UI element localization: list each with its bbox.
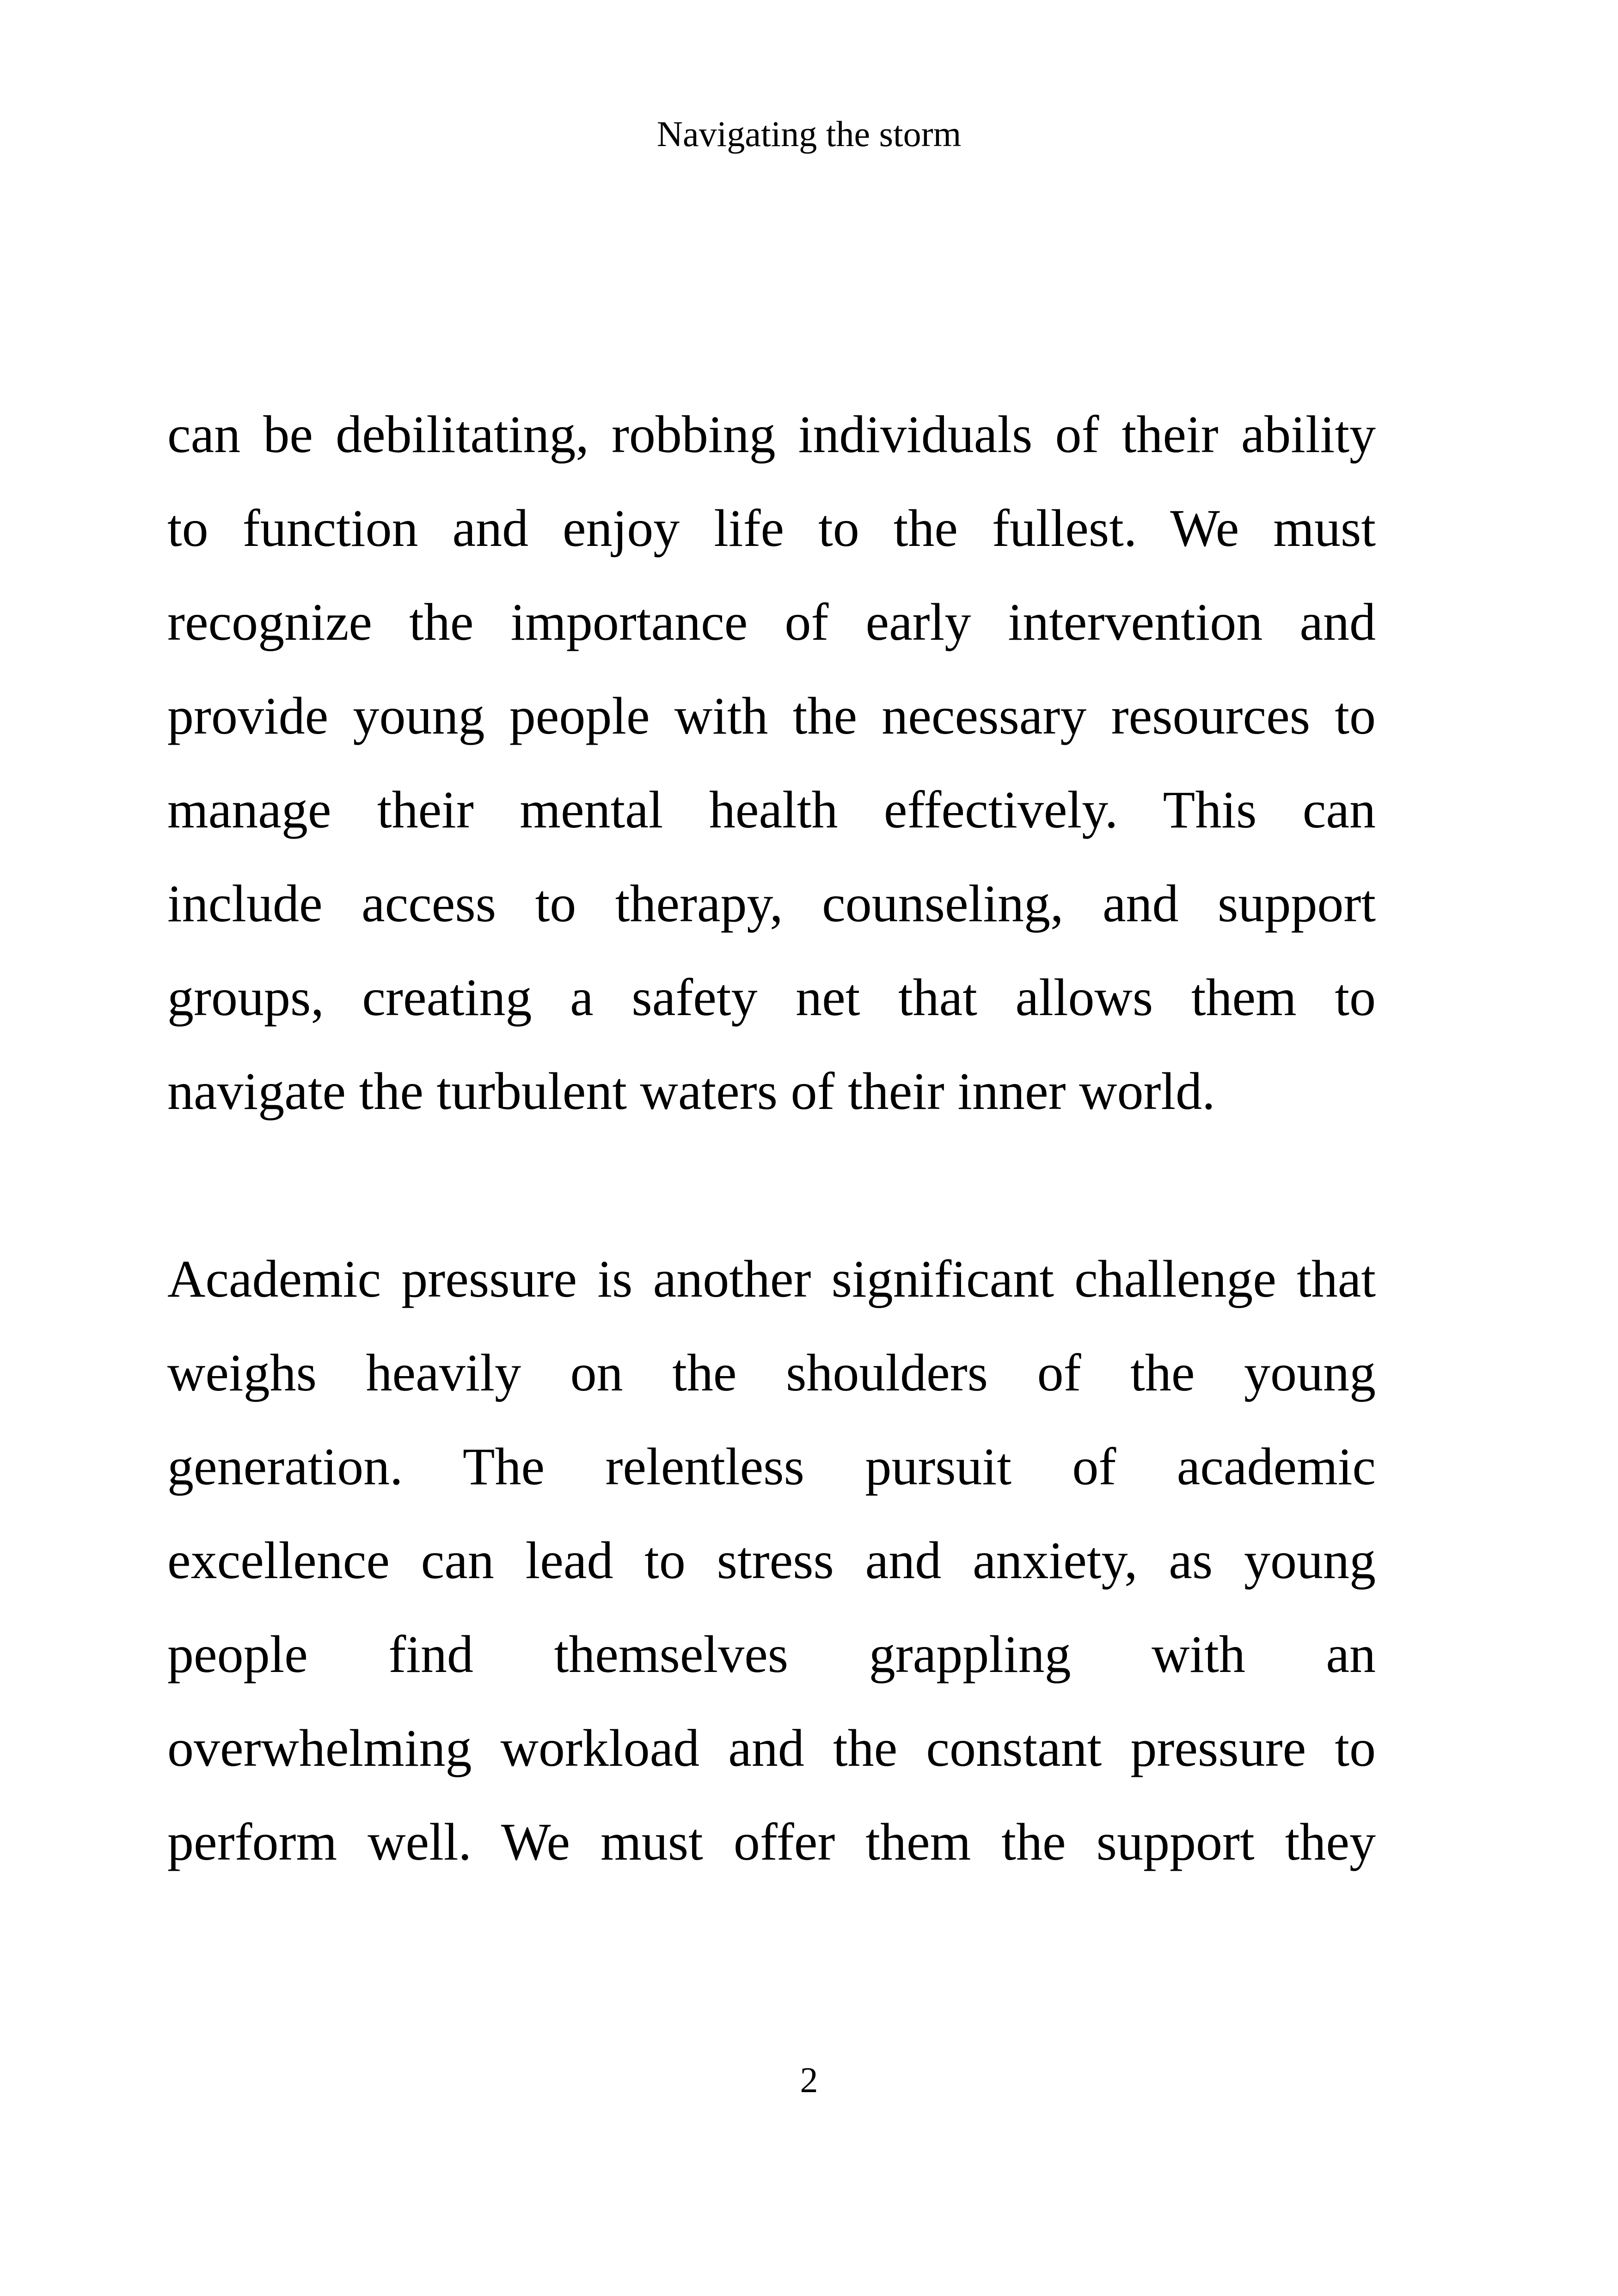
text-line: perform well. We must offer them the support they <box>167 1812 1376 1871</box>
paragraph-2 <box>167 1232 1376 1889</box>
page-number: 2 <box>800 2060 818 2100</box>
text-line: weighs heavily on the shoulders of the young <box>167 1343 1376 1402</box>
text-line: include access to therapy, counseling, and support <box>167 874 1376 933</box>
text-line: Academic pressure is another significant challenge that <box>167 1249 1376 1308</box>
text-line: generation. The relentless pursuit of academic <box>167 1437 1376 1496</box>
text-line: excellence can lead to stress and anxiety, as young <box>167 1531 1376 1590</box>
text-line: manage their mental health effectively. This can <box>167 780 1376 839</box>
text-line: navigate the turbulent waters of their inner world. <box>167 1062 1215 1120</box>
text-line: provide young people with the necessary resources to <box>167 686 1376 745</box>
paragraph-gap <box>167 1138 1376 1232</box>
text-line: can be debilitating, robbing individuals of their ability <box>167 405 1376 464</box>
text-line: overwhelming workload and the constant pressure to <box>167 1719 1376 1777</box>
text-line: to function and enjoy life to the fullest. We must <box>167 499 1376 557</box>
text-line: people find themselves grappling with an <box>167 1625 1376 1684</box>
paragraph-1 <box>167 387 1376 1138</box>
body-text <box>167 387 1376 1889</box>
text-line: recognize the importance of early intervention and <box>167 593 1376 651</box>
running-header: Navigating the storm <box>656 114 962 154</box>
text-line: groups, creating a safety net that allows them to <box>167 968 1376 1027</box>
